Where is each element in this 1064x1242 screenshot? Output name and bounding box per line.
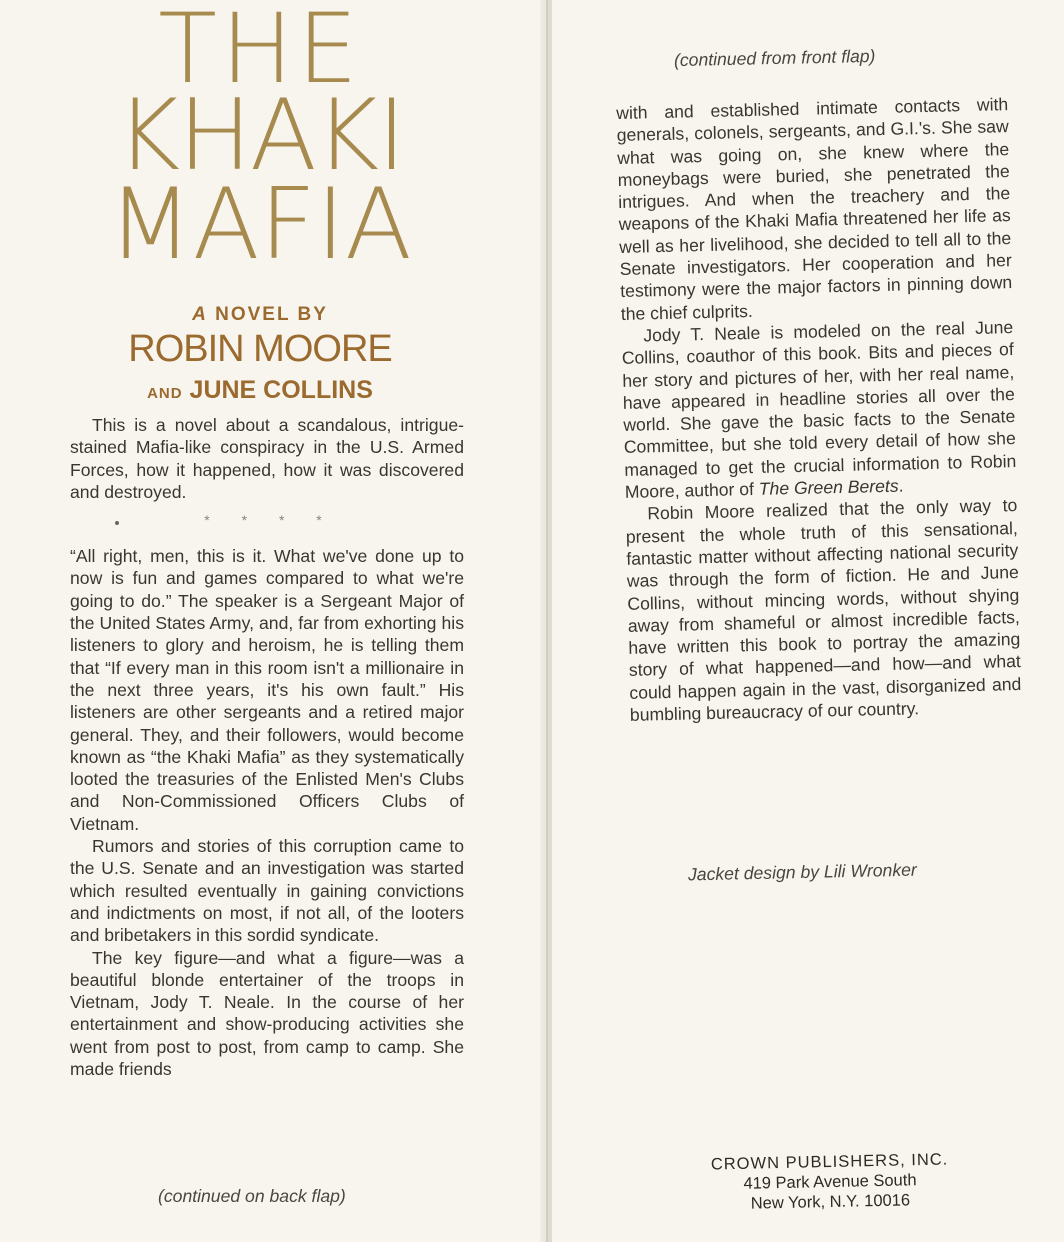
byline-novel — [90, 304, 430, 326]
front-paragraph-3: The key figure—and what a figure—was a beautiful blonde entertainer of the troops in Vietnam, Jody T. Neale. In the course of her entertainment and show-producing activities she went from post to post, from camp to camp. She made friends — [70, 947, 464, 1080]
book-title-reference: The Green Berets — [758, 475, 899, 499]
title-line-3: MAFIA — [108, 167, 412, 282]
jacket-design-credit: Jacket design by Lili Wronker — [687, 859, 918, 885]
back-paragraph-3: Robin Moore realized that the only way to present the whole truth of this sensational, fantastic matter without affecting national security was through the form of fiction. He and June Collins, without mincing words, without shying away from shameful or almost incredible facts, have written this book to portray the amazing story of what happened—and how—and what could happen again in the vast, disorganized and bumbling bureaucracy of our country. — [625, 495, 1022, 725]
title-line-1: THE — [158, 0, 362, 105]
book-title — [90, 0, 430, 282]
front-paragraph-2: Rumors and stories of this corruption came to the U.S. Senate and an investigation was started which resulted eventually in gaining convictions and indictments on most, if not all, of the looters and bribetakers in this sordid syndicate. — [70, 836, 464, 946]
author-1: ROBIN MOORE — [128, 328, 392, 370]
author-2-prefix: AND — [147, 385, 183, 402]
back-paragraph-1: with and established intimate contacts with generals, colonels, sergeants, and G.I.'s. She saw what was going on, she knew where the moneybags were buried, she penetrated the intrigues. And when the treachery and the weapons of the Khaki Mafia threatened her life as well as her livelihood, she decided to tell all to the Senate investigators. Her cooperation and her testimony were the major factors in pinning down the chief culprits. — [616, 94, 1013, 324]
title-line-2: KHAKI — [115, 79, 405, 194]
back-flap-copy — [616, 93, 1022, 726]
continued-from-front-flap: (continued from front flap) — [673, 45, 876, 71]
intro-paragraph: This is a novel about a scandalous, intrigue-stained Mafia-like conspiracy in the U.S. Armed Forces, how it happened, how it was discovered and destroyed. — [70, 415, 464, 502]
author-2: JUNE COLLINS — [189, 376, 373, 404]
byline-novel-by: NOVEL BY — [215, 304, 328, 325]
front-paragraph-1: “All right, men, this is it. What we've done up to now is fun and games compared to what we're going to do.” The speaker is a Sergeant Major of the United States Army, and, far from exhorting his listeners to glory and heroism, he is telling them that “If every man in this room isn't a millionaire in the next three years, it's his own fault.” His listeners are other sergeants and a retired major general. They, and their followers, would become known as “the Khaki Mafia” as they systematically looted the treasuries of the Enlisted Men's Clubs and Non-Commissioned Officers Clubs of Vietnam. — [70, 546, 464, 834]
back-paragraph-2 — [621, 316, 1017, 503]
byline-a: A — [192, 304, 208, 325]
speck — [115, 521, 119, 525]
publisher-city: New York, N.Y. 10016 — [750, 1191, 911, 1213]
author-2-line — [90, 376, 430, 405]
back-paragraph-2-text: Jody T. Neale is modeled on the real June Collins, coauthor of this book. Bits and pieces of her story and pictures of her, with her real name, have appeared in headline stories all over the world. She gave the basic facts to the Senate Committee, but she told every detail of how she managed to get the crucial information to Robin Moore, author of — [621, 317, 1017, 502]
publisher-block — [699, 1149, 960, 1214]
continued-on-back-flap: (continued on back flap) — [158, 1186, 346, 1206]
publisher-street: 419 Park Avenue South — [743, 1171, 917, 1193]
publisher-name: CROWN PUBLISHERS, INC. — [710, 1150, 949, 1174]
back-paragraph-2-end: . — [898, 475, 904, 496]
section-separator: * * * * — [204, 512, 336, 528]
